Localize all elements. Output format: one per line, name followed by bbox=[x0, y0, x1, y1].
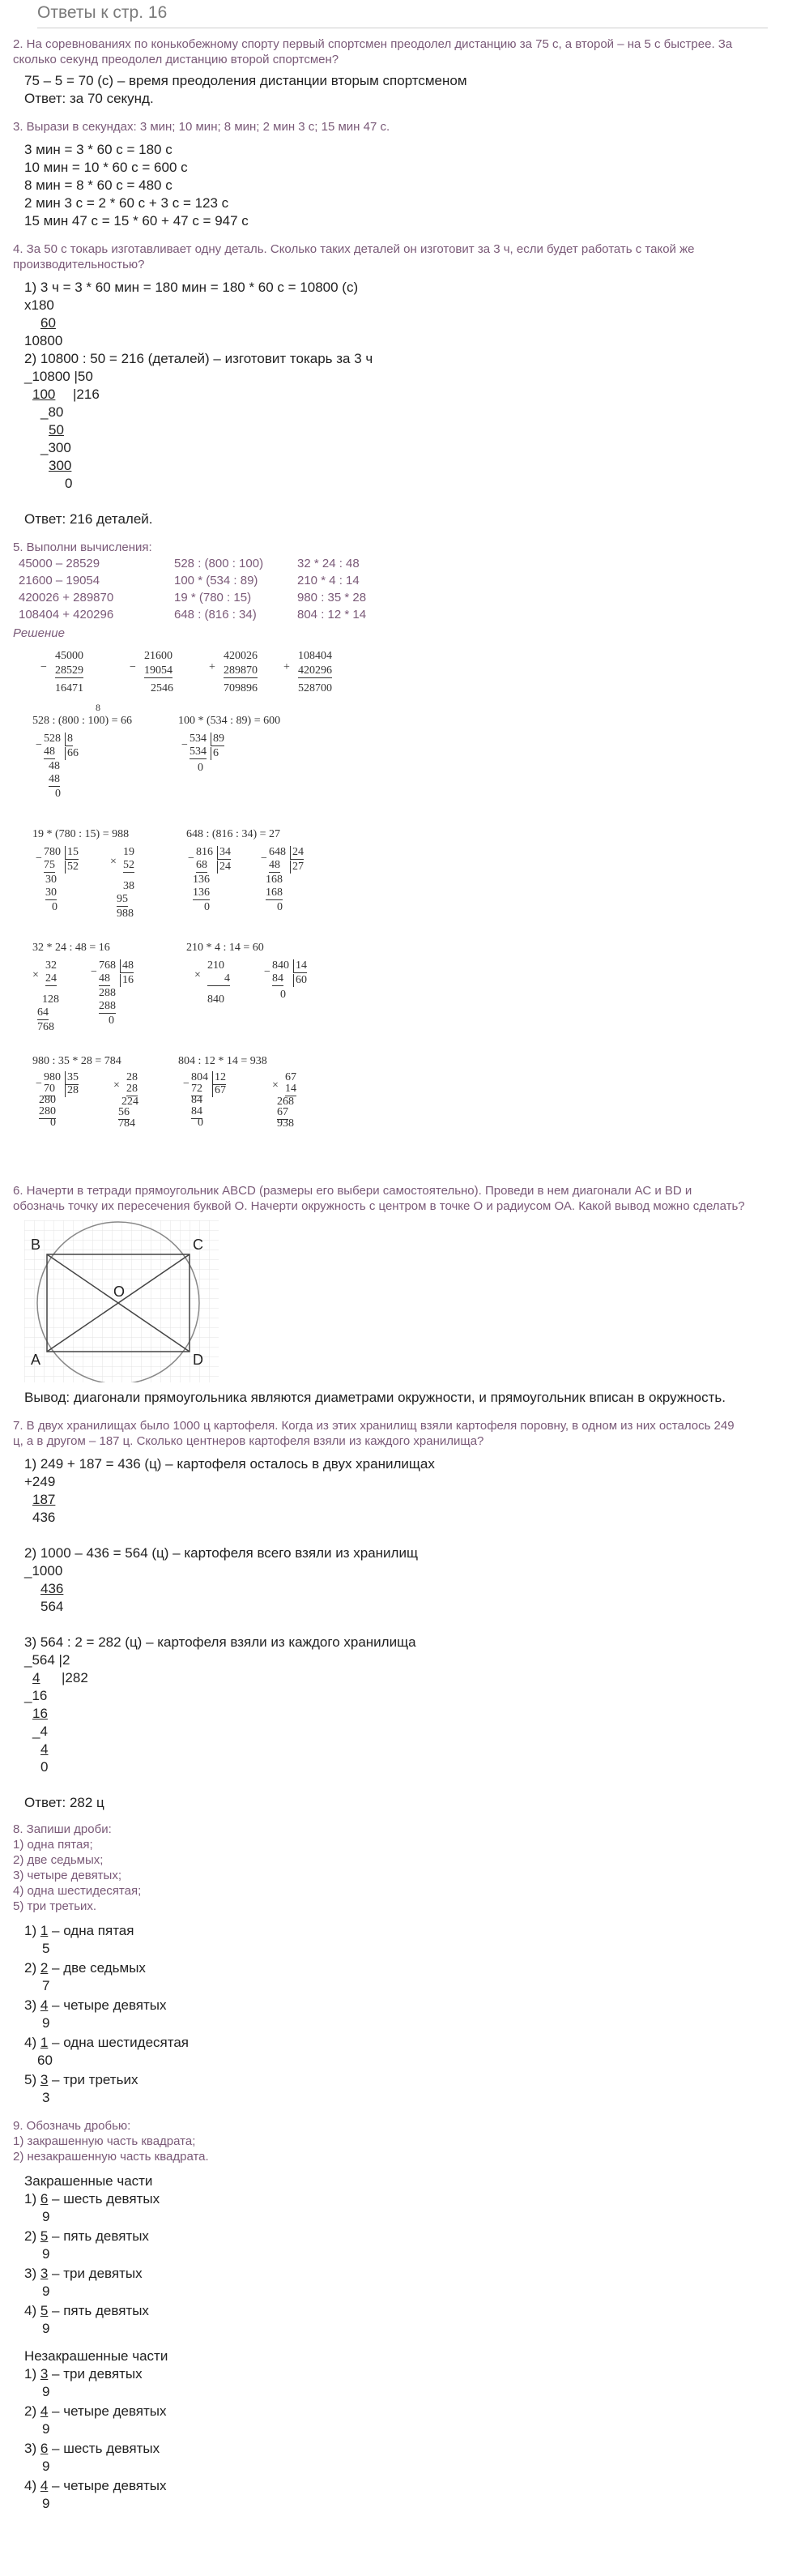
item-number: 1) bbox=[24, 1923, 40, 1938]
item-number: 1) bbox=[24, 2191, 40, 2206]
operand: 19054 bbox=[144, 664, 173, 677]
factor: 14 bbox=[285, 1083, 296, 1095]
division-step: 30 bbox=[45, 886, 57, 899]
expression: 804 : 12 * 14 = 938 bbox=[178, 1055, 267, 1067]
solution-line: 2) 1000 – 436 = 564 (ц) – картофеля всего взяли из хранилищ bbox=[24, 1545, 418, 1561]
factor: 32 bbox=[45, 959, 57, 972]
quotient: 6 bbox=[211, 747, 219, 760]
task-5-expressions bbox=[18, 555, 367, 623]
long-division: − 648 24 48 27 168 168 0 bbox=[261, 846, 304, 913]
long-division: − 840 14 84 60 0 bbox=[264, 959, 307, 1001]
fraction-item bbox=[24, 2365, 788, 2401]
task-2-solution bbox=[13, 72, 788, 108]
factor: 24 bbox=[45, 972, 57, 985]
division-step: 136 bbox=[193, 886, 210, 899]
item-number: 3) bbox=[24, 2441, 40, 2456]
operand: 21600 bbox=[144, 650, 173, 662]
operand: 420026 bbox=[224, 650, 258, 662]
fraction-name: – шесть девятых bbox=[48, 2441, 160, 2456]
item-number: 4) bbox=[24, 2478, 40, 2493]
addend: 187 bbox=[32, 1492, 56, 1507]
partial-product: 64 bbox=[37, 1006, 49, 1019]
division-step: 72 bbox=[191, 1083, 202, 1095]
divisor: 89 bbox=[211, 733, 224, 746]
task-3-question: 3. Вырази в секундах: 3 мин; 10 мин; 8 мин; 2 мин 3 с; 15 мин 47 с. bbox=[13, 120, 390, 134]
fraction-name: – четыре девятых bbox=[48, 1997, 167, 2013]
fraction-item bbox=[24, 2034, 788, 2070]
task-9-solution bbox=[13, 2172, 788, 2513]
fraction-name: – одна шестидесятая bbox=[48, 2035, 189, 2050]
result: 2546 bbox=[151, 682, 173, 694]
label-o: O bbox=[113, 1284, 126, 1300]
question-line: 1) одна пятая; bbox=[13, 1838, 93, 1852]
denominator: 9 bbox=[42, 2496, 50, 2511]
remainder: 0 bbox=[50, 1117, 56, 1129]
long-division: − 816 34 68 24 136 136 0 bbox=[188, 846, 231, 913]
quotient: 52 bbox=[65, 861, 79, 874]
factor: 19 bbox=[123, 846, 134, 858]
fraction-name: – три девятых bbox=[48, 2266, 143, 2281]
solution-line: 10 мин = 10 * 60 с = 600 с bbox=[24, 160, 188, 175]
numerator: 4 bbox=[40, 2478, 49, 2493]
item-number: 2) bbox=[24, 2228, 40, 2244]
solution-label: Решение bbox=[13, 626, 65, 640]
partial-product: 67 bbox=[277, 1106, 288, 1118]
divisor: 8 bbox=[65, 733, 73, 746]
difference: 564 bbox=[40, 1599, 64, 1614]
question-line: 9. Обозначь дробью: bbox=[13, 2119, 131, 2133]
addend: +249 bbox=[24, 1474, 56, 1489]
answer-line: Ответ: за 70 секунд. bbox=[24, 91, 154, 106]
denominator: 3 bbox=[42, 2090, 50, 2105]
fraction-item bbox=[24, 1959, 788, 1995]
answer-line: Ответ: 282 ц bbox=[24, 1795, 104, 1810]
division-step: 288 bbox=[99, 1000, 116, 1012]
task-4-question: 4. За 50 с токарь изготавливает одну деталь. Сколько таких деталей он изготовит за 3 ч, если будет работать с такой же производительностью? bbox=[13, 242, 695, 271]
fraction-name: – пять девятых bbox=[48, 2303, 149, 2318]
expression: 19 * (780 : 15) = 988 bbox=[32, 828, 130, 840]
item-number: 4) bbox=[24, 2035, 40, 2050]
division-step: 288 bbox=[99, 987, 116, 999]
fraction-item bbox=[24, 2302, 788, 2338]
solution-line: 1) 249 + 187 = 436 (ц) – картофеля осталось в двух хранилищах bbox=[24, 1456, 435, 1472]
quotient: |282 bbox=[62, 1670, 88, 1685]
operand: 420296 bbox=[298, 664, 332, 677]
long-division: − 780 15 75 52 30 30 0 bbox=[36, 846, 79, 913]
dividend: 840 bbox=[272, 959, 289, 972]
remainder: 0 bbox=[198, 1117, 203, 1129]
geometry-drawing bbox=[24, 1220, 219, 1382]
item-number: 1) bbox=[24, 2366, 40, 2382]
division-step: 300 bbox=[49, 458, 72, 473]
rectangle-circle-figure bbox=[24, 1220, 219, 1382]
quotient: 27 bbox=[290, 861, 304, 874]
fraction-item bbox=[24, 2190, 788, 2226]
dividend: 804 bbox=[191, 1071, 208, 1083]
product: 768 bbox=[37, 1021, 54, 1033]
denominator: 7 bbox=[42, 1978, 50, 1993]
sum: 436 bbox=[32, 1510, 56, 1525]
operand: 108404 bbox=[298, 650, 332, 662]
solution-line: 2 мин 3 с = 2 * 60 с + 3 с = 123 с bbox=[24, 195, 229, 211]
quotient: 66 bbox=[65, 747, 79, 760]
expression: 648 : (816 : 34) bbox=[174, 608, 257, 622]
long-division: − 980 35 70 28 280 280 0 bbox=[36, 1071, 79, 1129]
division-step: _4 bbox=[32, 1724, 48, 1739]
factor: 4 bbox=[207, 972, 230, 986]
label-c: C bbox=[193, 1237, 203, 1253]
task-7-question: 7. В двух хранилищах было 1000 ц картофеля. Когда из этих хранилищ взяли картофеля поровну, в одном из них осталось 249 ц, а в другом – 187 ц. Сколько центнеров картофеля взяли из каждого хранилища? bbox=[13, 1419, 735, 1448]
division-step: 168 bbox=[266, 886, 283, 899]
expression: 210 * 4 : 14 = 60 bbox=[186, 942, 264, 954]
result: 528700 bbox=[298, 682, 332, 694]
solution-line: 8 мин = 8 * 60 с = 480 с bbox=[24, 177, 173, 193]
division-step: 136 bbox=[193, 874, 210, 886]
numerator: 3 bbox=[40, 2072, 49, 2087]
fraction-name: – шесть девятых bbox=[48, 2191, 160, 2206]
remainder: 0 bbox=[55, 788, 61, 800]
expression: 648 : (816 : 34) = 27 bbox=[186, 828, 280, 840]
long-division bbox=[24, 368, 788, 511]
fraction-item bbox=[24, 2265, 788, 2300]
result: 16471 bbox=[55, 682, 83, 694]
denominator: 9 bbox=[42, 2283, 50, 2299]
solution-line: 75 – 5 = 70 (с) – время преодоления дистанции вторым спортсменом bbox=[24, 73, 467, 88]
operand: 45000 bbox=[55, 650, 83, 662]
subtrahend: 436 bbox=[40, 1581, 64, 1596]
division-step: 168 bbox=[266, 874, 283, 886]
division-step: 75 bbox=[44, 859, 55, 871]
numerator: 2 bbox=[40, 1960, 49, 1976]
task-6-conclusion: Вывод: диагонали прямоугольника являются диаметрами окружности, и прямоугольник вписан в окружность. bbox=[24, 1390, 726, 1405]
expression: 980 : 35 * 28 = 784 bbox=[32, 1055, 121, 1067]
denominator: 9 bbox=[42, 2321, 50, 2336]
division-step: _80 bbox=[40, 404, 64, 420]
fraction-item bbox=[24, 2477, 788, 2513]
question-line: 1) закрашенную часть квадрата; bbox=[13, 2134, 196, 2148]
fraction-name: – одна пятая bbox=[48, 1923, 134, 1938]
task-8-question bbox=[13, 1822, 788, 1914]
operand: 28529 bbox=[55, 664, 83, 677]
expression: 19 * (780 : 15) bbox=[174, 591, 252, 604]
remainder: 0 bbox=[198, 762, 203, 774]
expression: 100 * (534 : 89) bbox=[174, 574, 258, 587]
fraction-name: – пять девятых bbox=[48, 2228, 149, 2244]
quotient: 24 bbox=[217, 861, 231, 874]
fraction-item bbox=[24, 1997, 788, 2032]
fraction-name: – две седьмых bbox=[48, 1960, 146, 1976]
answer-line: Ответ: 216 деталей. bbox=[24, 511, 153, 527]
divisor: 12 bbox=[212, 1071, 226, 1085]
expression: 100 * (534 : 89) = 600 bbox=[178, 715, 281, 727]
division-step: 48 bbox=[49, 760, 60, 772]
column-addition bbox=[24, 1473, 788, 1527]
factor: 28 bbox=[126, 1083, 138, 1095]
divisor: 34 bbox=[217, 846, 231, 860]
numerator: 4 bbox=[40, 2403, 49, 2419]
dividend: 816 bbox=[196, 846, 213, 858]
expression: 420026 + 289870 bbox=[19, 591, 114, 604]
dividend: 534 bbox=[190, 733, 207, 745]
long-division: − 534 89 534 6 0 bbox=[181, 733, 224, 774]
expression: 210 * 4 : 14 bbox=[297, 574, 360, 587]
factor-2: 60 bbox=[40, 315, 56, 331]
dividend: 980 bbox=[44, 1071, 61, 1083]
fraction-name: – три девятых bbox=[48, 2366, 143, 2382]
long-division: − 804 12 72 67 84 84 0 bbox=[183, 1071, 226, 1129]
quotient: 67 bbox=[212, 1084, 226, 1097]
label-b: B bbox=[31, 1237, 41, 1253]
division-step: 84 bbox=[191, 1094, 202, 1106]
column-multiplication: × 19 52 38 95 988 bbox=[110, 846, 134, 920]
solution-line: 2) 10800 : 50 = 216 (деталей) – изготовит токарь за 3 ч bbox=[24, 351, 373, 366]
fraction-name: – четыре девятых bbox=[48, 2478, 167, 2493]
operand: 289870 bbox=[224, 664, 258, 677]
column-subtraction bbox=[24, 1562, 788, 1616]
item-number: 5) bbox=[24, 2072, 40, 2087]
divisor: 15 bbox=[65, 846, 79, 860]
divisor: 24 bbox=[290, 846, 304, 860]
remainder: 0 bbox=[277, 901, 283, 913]
label-a: A bbox=[31, 1352, 41, 1368]
task-5-solution-scan: − 45000 28529 16471 − 21600 19054 2546 + 420026 289870 709896 + 108404 420296 528700 8 528 : (800 : 100) = 66 100 * (534 : 89) = 600 − 528 8 48 66 48 48 0 − 534 89 534 6 0 19 * (780 : 15) = 988 648 : (816 : 34) = 27 − 780 15 75 52 30 30 0 × 19 52 38 95 988 − 816 34 68 24 136 136 0 − 648 24 48 27 168 168 0 32 * 24 : 48 = 16 210 * 4 : 14 = 60 × 32 24 128 64 768 − 768 48 48 16 288 288 0 × 210 4 840 − 840 14 84 60 0 980 : 35 * 28 = 784 804 : 12 * 14 = 938 − 980 35 70 28 280 280 0 × 28 28 224 56 784 − 804 12 72 67 84 84 0 × 67 14 268 67 938 bbox=[32, 650, 332, 1130]
quotient: 60 bbox=[293, 974, 307, 987]
division-step: 534 bbox=[190, 745, 207, 758]
expression: 45000 – 28529 bbox=[19, 557, 100, 570]
fraction-name: – три третьих bbox=[48, 2072, 138, 2087]
partial-product: 268 bbox=[277, 1096, 294, 1108]
denominator: 9 bbox=[42, 2015, 50, 2031]
column-multiplication: × 28 28 224 56 784 bbox=[113, 1071, 138, 1130]
product: 784 bbox=[118, 1117, 135, 1130]
fraction-item bbox=[24, 2403, 788, 2438]
dividend-divisor: _564 |2 bbox=[24, 1652, 70, 1668]
denominator: 5 bbox=[42, 1941, 50, 1956]
product: 10800 bbox=[24, 333, 63, 348]
partial-product: 56 bbox=[118, 1106, 130, 1118]
division-step: _16 bbox=[24, 1688, 48, 1703]
numerator: 1 bbox=[40, 1923, 49, 1938]
expression: 108404 + 420296 bbox=[19, 608, 114, 622]
remainder: 0 bbox=[204, 901, 210, 913]
fraction-item bbox=[24, 2440, 788, 2476]
division-step: 280 bbox=[39, 1105, 56, 1117]
denominator: 9 bbox=[42, 2421, 50, 2437]
numerator: 6 bbox=[40, 2441, 49, 2456]
division-step: 48 bbox=[49, 773, 60, 785]
numerator: 4 bbox=[40, 1997, 49, 2013]
denominator: 60 bbox=[37, 2053, 53, 2068]
partial-product: 95 bbox=[117, 893, 128, 905]
fraction-name: – четыре девятых bbox=[48, 2403, 167, 2419]
quotient: |216 bbox=[73, 387, 100, 402]
expression: 804 : 12 * 14 bbox=[297, 608, 367, 622]
minuend: _1000 bbox=[24, 1563, 63, 1578]
quotient: 16 bbox=[120, 974, 134, 987]
remainder: 0 bbox=[280, 989, 286, 1001]
solution-line: 3) 564 : 2 = 282 (ц) – картофеля взяли из каждого хранилища bbox=[24, 1634, 416, 1650]
expression: 980 : 35 * 28 bbox=[297, 591, 367, 604]
division-step: 84 bbox=[191, 1105, 202, 1117]
fraction-item bbox=[24, 1922, 788, 1958]
remainder: 0 bbox=[40, 1759, 49, 1775]
division-step: 68 bbox=[196, 859, 207, 871]
denominator: 9 bbox=[42, 2209, 50, 2224]
task-7-solution bbox=[13, 1455, 788, 1812]
task-2-question: 2. На соревнованиях по конькобежному спорту первый спортсмен преодолел дистанцию за 75 с, а второй – на 5 с быстрее. За сколько секунд преодолел дистанцию второй спортсмен? bbox=[13, 37, 733, 66]
factor: 210 bbox=[207, 959, 224, 972]
task-3-solution bbox=[13, 141, 788, 230]
partial-product: 38 bbox=[123, 880, 134, 892]
division-step: 50 bbox=[49, 422, 64, 438]
division-step: 4 bbox=[32, 1670, 40, 1685]
long-division: − 768 48 48 16 288 288 0 bbox=[91, 959, 134, 1027]
product: 988 bbox=[117, 908, 134, 920]
item-number: 3) bbox=[24, 2266, 40, 2281]
division-step: 4 bbox=[40, 1741, 49, 1757]
column-multiplication bbox=[24, 297, 788, 350]
division-step: _300 bbox=[40, 440, 71, 455]
division-step: 100 bbox=[32, 387, 56, 402]
product: 840 bbox=[207, 993, 224, 1006]
section-title: Закрашенные части bbox=[24, 2173, 153, 2189]
intermediate-value: 8 bbox=[96, 702, 100, 713]
factor: 67 bbox=[285, 1071, 296, 1083]
divisor: 35 bbox=[65, 1071, 79, 1085]
solution-line: 3 мин = 3 * 60 с = 180 с bbox=[24, 142, 173, 157]
item-number: 3) bbox=[24, 1997, 40, 2013]
division-step: 48 bbox=[269, 859, 280, 871]
division-step: 16 bbox=[32, 1706, 48, 1721]
divisor: 14 bbox=[293, 959, 307, 973]
factor: 28 bbox=[126, 1071, 138, 1083]
remainder: 0 bbox=[109, 1015, 114, 1027]
dividend: 768 bbox=[99, 959, 116, 972]
division-step: 48 bbox=[44, 745, 55, 758]
division-step: 84 bbox=[272, 972, 283, 985]
section-title: Незакрашенные части bbox=[24, 2348, 168, 2364]
division-step: 70 bbox=[44, 1083, 55, 1095]
question-line: 8. Запиши дроби: bbox=[13, 1822, 112, 1836]
dividend: 648 bbox=[269, 846, 286, 858]
result: 709896 bbox=[224, 682, 258, 694]
task-4-solution bbox=[13, 279, 788, 528]
task-6-question: 6. Начерти в тетради прямоугольник ABCD (размеры его выбери самостоятельно). Проведи в нем диагонали АС и ВD и обозначь точку их пересечения буквой О. Начерти окружность с центром в точке О и радиусом ОА. Какой вывод можно сделать? bbox=[13, 1184, 745, 1213]
dividend: 528 bbox=[44, 733, 61, 745]
dividend-divisor: _10800 |50 bbox=[24, 369, 93, 384]
denominator: 9 bbox=[42, 2384, 50, 2399]
remainder: 0 bbox=[65, 476, 73, 491]
factor: 52 bbox=[123, 859, 134, 871]
long-division bbox=[24, 1651, 788, 1794]
division-step: 48 bbox=[99, 972, 110, 985]
long-division: − 528 8 48 66 48 48 0 bbox=[36, 733, 79, 800]
quotient: 28 bbox=[65, 1084, 79, 1097]
division-step: 30 bbox=[45, 874, 57, 886]
fraction-item bbox=[24, 2071, 788, 2107]
item-number: 4) bbox=[24, 2303, 40, 2318]
numerator: 1 bbox=[40, 2035, 49, 2050]
denominator: 9 bbox=[42, 2459, 50, 2474]
expression: 528 : (800 : 100) bbox=[174, 557, 264, 570]
numerator: 5 bbox=[40, 2228, 49, 2244]
numerator: 3 bbox=[40, 2266, 49, 2281]
divisor: 48 bbox=[120, 959, 134, 973]
task-5-question: 5. Выполни вычисления: bbox=[13, 540, 152, 554]
expression: 32 * 24 : 48 bbox=[297, 557, 360, 570]
fraction-item bbox=[24, 2228, 788, 2263]
product: 938 bbox=[277, 1117, 294, 1130]
label-d: D bbox=[193, 1352, 203, 1368]
division-step: 280 bbox=[39, 1094, 56, 1106]
factor-1: x180 bbox=[24, 297, 54, 313]
denominator: 9 bbox=[42, 2246, 50, 2262]
question-line: 2) две седьмых; bbox=[13, 1853, 104, 1867]
column-multiplication: × 210 4 840 bbox=[194, 959, 230, 1006]
column-multiplication: × 67 14 268 67 938 bbox=[272, 1071, 296, 1130]
partial-product: 224 bbox=[121, 1096, 138, 1108]
expression: 528 : (800 : 100) = 66 bbox=[32, 715, 132, 727]
page-title: Ответы к стр. 16 bbox=[37, 0, 768, 28]
task-8-solution bbox=[13, 1922, 788, 2107]
item-number: 2) bbox=[24, 1960, 40, 1976]
item-number: 2) bbox=[24, 2403, 40, 2419]
expression: 21600 – 19054 bbox=[19, 574, 100, 587]
question-line: 2) незакрашенную часть квадрата. bbox=[13, 2150, 209, 2164]
partial-product: 128 bbox=[42, 993, 59, 1006]
question-line: 4) одна шестидесятая; bbox=[13, 1884, 142, 1898]
numerator: 5 bbox=[40, 2303, 49, 2318]
numerator: 6 bbox=[40, 2191, 49, 2206]
column-multiplication: × 32 24 128 64 768 bbox=[32, 959, 59, 1033]
task-9-question bbox=[13, 2118, 788, 2164]
expression: 32 * 24 : 48 = 16 bbox=[32, 942, 110, 954]
solution-line: 1) 3 ч = 3 * 60 мин = 180 мин = 180 * 60 с = 10800 (с) bbox=[24, 280, 359, 295]
dividend: 780 bbox=[44, 846, 61, 858]
question-line: 5) три третьих. bbox=[13, 1899, 97, 1913]
numerator: 3 bbox=[40, 2366, 49, 2382]
solution-line: 15 мин 47 с = 15 * 60 + 47 с = 947 с bbox=[24, 213, 249, 229]
remainder: 0 bbox=[52, 901, 58, 913]
question-line: 3) четыре девятых; bbox=[13, 1869, 122, 1882]
